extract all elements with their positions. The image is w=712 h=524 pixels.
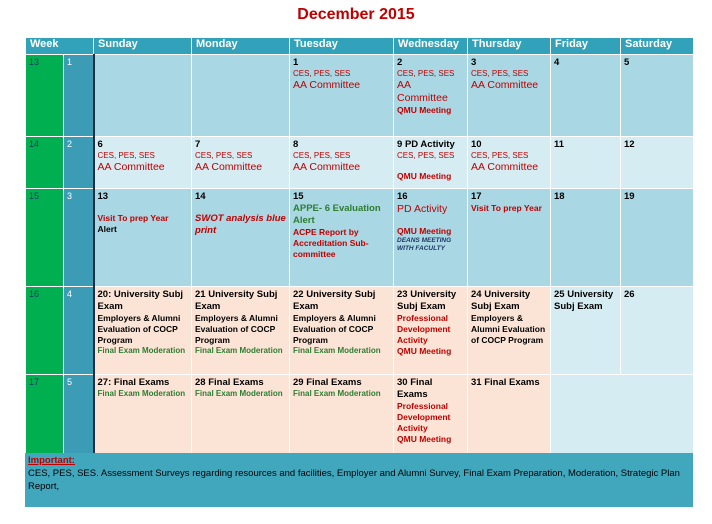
week-index: 4 — [64, 287, 94, 375]
event-text: Final Exam Moderation — [293, 346, 381, 355]
header-wednesday: Wednesday — [394, 38, 468, 55]
day-cell[interactable] — [621, 287, 694, 375]
day-cell[interactable] — [621, 189, 694, 287]
event-text: CES, PES, SES — [97, 151, 155, 160]
day-number: 24 University Subj Exam — [471, 289, 531, 312]
event-text: AA Committee — [397, 79, 448, 104]
day-number: 3 — [471, 57, 477, 68]
event-text: AA Committee — [97, 161, 165, 173]
event-text: AA Committee — [471, 79, 539, 91]
event-text — [98, 203, 189, 213]
day-cell[interactable] — [192, 137, 290, 189]
header-tuesday: Tuesday — [290, 38, 394, 55]
day-cell[interactable] — [192, 55, 290, 137]
day-cell[interactable] — [290, 55, 394, 137]
event-text: Final Exam Moderation — [97, 346, 186, 355]
day-number: 25 University Subj Exam — [554, 289, 614, 312]
day-number: 21 University Subj Exam — [195, 289, 278, 312]
important-note — [25, 453, 693, 507]
day-number: 16 — [397, 191, 408, 202]
week-number: 14 — [26, 137, 64, 189]
day-cell[interactable] — [468, 287, 551, 375]
week-row — [26, 137, 694, 189]
day-number: 9 PD Activity — [397, 139, 455, 150]
day-number: 29 Final Exams — [293, 377, 362, 388]
event-text: Professional Development Activity — [397, 401, 451, 433]
day-number: 8 — [293, 139, 299, 150]
day-cell[interactable] — [94, 287, 192, 375]
header-friday: Friday — [551, 38, 621, 55]
week-number: 15 — [26, 189, 64, 287]
event-text: Visit To prep Year — [471, 203, 542, 213]
day-number: 30 Final Exams — [397, 377, 433, 400]
day-cell[interactable] — [621, 137, 694, 189]
event-text: Alert — [97, 224, 117, 234]
day-cell[interactable] — [94, 375, 192, 455]
event-text: CES, PES, SES — [471, 69, 529, 78]
day-number: 11 — [554, 139, 565, 150]
event-text: QMU Meeting — [397, 346, 452, 356]
day-cell[interactable] — [551, 287, 621, 375]
event-text: QMU Meeting — [397, 434, 452, 444]
day-number: 17 — [471, 191, 482, 202]
event-text: ACPE Report by Accreditation Sub-committee — [293, 227, 369, 259]
week-number: 17 — [26, 375, 64, 455]
day-number: 13 — [97, 191, 109, 202]
week-index: 5 — [64, 375, 94, 455]
event-text: AA Committee — [293, 79, 361, 91]
day-cell[interactable] — [468, 55, 551, 137]
event-text: Final Exam Moderation — [195, 346, 283, 355]
day-number: 22 University Subj Exam — [293, 289, 376, 312]
event-text: QMU Meeting — [397, 226, 452, 236]
event-text: PD Activity — [397, 203, 448, 215]
day-number: 7 — [195, 139, 201, 150]
day-cell[interactable] — [394, 375, 468, 455]
day-number: 6 — [97, 139, 103, 150]
event-text: CES, PES, SES — [397, 69, 455, 78]
day-cell[interactable] — [192, 189, 290, 287]
event-text: Employers & Alumni Evaluation of COCP Program — [471, 313, 546, 345]
event-text: CES, PES, SES — [293, 151, 351, 160]
day-cell[interactable] — [551, 137, 621, 189]
event-text: QMU Meeting — [397, 105, 452, 115]
day-cell[interactable] — [94, 55, 192, 137]
week-number: 16 — [26, 287, 64, 375]
event-text — [397, 216, 464, 226]
event-text — [397, 161, 464, 171]
week-index: 1 — [64, 55, 94, 137]
event-text: Visit To prep Year — [97, 213, 169, 223]
event-text: Final Exam Moderation — [195, 389, 283, 398]
event-text: AA Committee — [195, 161, 263, 173]
event-text: DEANS MEETING WITH FACULTY — [397, 237, 452, 252]
event-text: Employers & Alumni Evaluation of COCP Program — [195, 313, 278, 345]
day-cell[interactable] — [290, 287, 394, 375]
event-text: Final Exam Moderation — [293, 389, 381, 398]
event-text: CES, PES, SES — [471, 151, 529, 160]
day-cell[interactable] — [468, 375, 551, 455]
day-number: 10 — [471, 139, 482, 150]
day-cell[interactable] — [94, 137, 192, 189]
event-text: CES, PES, SES — [397, 151, 455, 160]
day-number: 15 — [293, 191, 304, 202]
week-row — [26, 189, 694, 287]
day-cell[interactable] — [551, 189, 621, 287]
day-number: 28 Final Exams — [195, 377, 264, 388]
header-monday: Monday — [192, 38, 290, 55]
day-cell[interactable] — [394, 137, 468, 189]
day-cell[interactable] — [290, 375, 394, 455]
week-row — [26, 287, 694, 375]
day-number: 14 — [195, 191, 206, 202]
event-text: CES, PES, SES — [293, 69, 351, 78]
day-number: 31 Final Exams — [471, 377, 540, 388]
event-text: AA Committee — [293, 161, 361, 173]
day-number: 26 — [624, 289, 635, 300]
day-cell[interactable] — [551, 55, 621, 137]
event-text: Employers & Alumni Evaluation of COCP Program — [293, 313, 376, 345]
day-number: 23 University Subj Exam — [397, 289, 457, 312]
event-text: AA Committee — [471, 161, 539, 173]
day-number: 1 — [293, 57, 299, 68]
day-cell[interactable] — [192, 375, 290, 455]
day-number: 2 — [397, 57, 403, 68]
day-number: 5 — [624, 57, 630, 68]
header-week: Week — [26, 38, 94, 55]
header-thursday: Thursday — [468, 38, 551, 55]
week-number: 13 — [26, 55, 64, 137]
day-number: 12 — [624, 139, 635, 150]
day-cell[interactable] — [394, 189, 468, 287]
day-number: 27: Final Exams — [97, 377, 170, 388]
event-text: Employers & Alumni Evaluation of COCP Program — [97, 313, 181, 345]
day-number: 20: University Subj Exam — [97, 289, 184, 312]
day-cell[interactable] — [621, 55, 694, 137]
day-cell[interactable] — [394, 55, 468, 137]
event-text — [195, 203, 286, 213]
day-number: 4 — [554, 57, 560, 68]
header-row — [26, 38, 694, 55]
calendar-table — [25, 37, 694, 455]
week-index: 3 — [64, 189, 94, 287]
week-index: 2 — [64, 137, 94, 189]
empty-cell — [551, 375, 694, 455]
event-text: SWOT analysis blue print — [195, 213, 286, 236]
important-heading: Important: — [28, 455, 75, 466]
day-cell[interactable] — [468, 189, 551, 287]
day-cell[interactable] — [290, 189, 394, 287]
day-cell[interactable] — [192, 287, 290, 375]
day-cell[interactable] — [94, 189, 192, 287]
event-text: Professional Development Activity — [397, 313, 451, 345]
day-number: 19 — [624, 191, 635, 202]
event-text: APPE- 6 Evaluation Alert — [293, 203, 381, 226]
header-saturday: Saturday — [621, 38, 694, 55]
day-cell[interactable] — [394, 287, 468, 375]
week-row — [26, 55, 694, 137]
page-title: December 2015 — [297, 6, 415, 23]
event-text: QMU Meeting — [397, 171, 452, 181]
day-number: 18 — [554, 191, 565, 202]
event-text: Final Exam Moderation — [97, 389, 186, 398]
day-cell[interactable] — [468, 137, 551, 189]
important-text: CES, PES, SES. Assessment Surveys regarding resources and facilities, Employer and Alumni Survey, Final Exam Preparation, Moderation, Strategic Plan Report, — [28, 468, 680, 492]
header-sunday: Sunday — [94, 38, 192, 55]
event-text: CES, PES, SES — [195, 151, 253, 160]
day-cell[interactable] — [290, 137, 394, 189]
week-row — [26, 375, 694, 455]
